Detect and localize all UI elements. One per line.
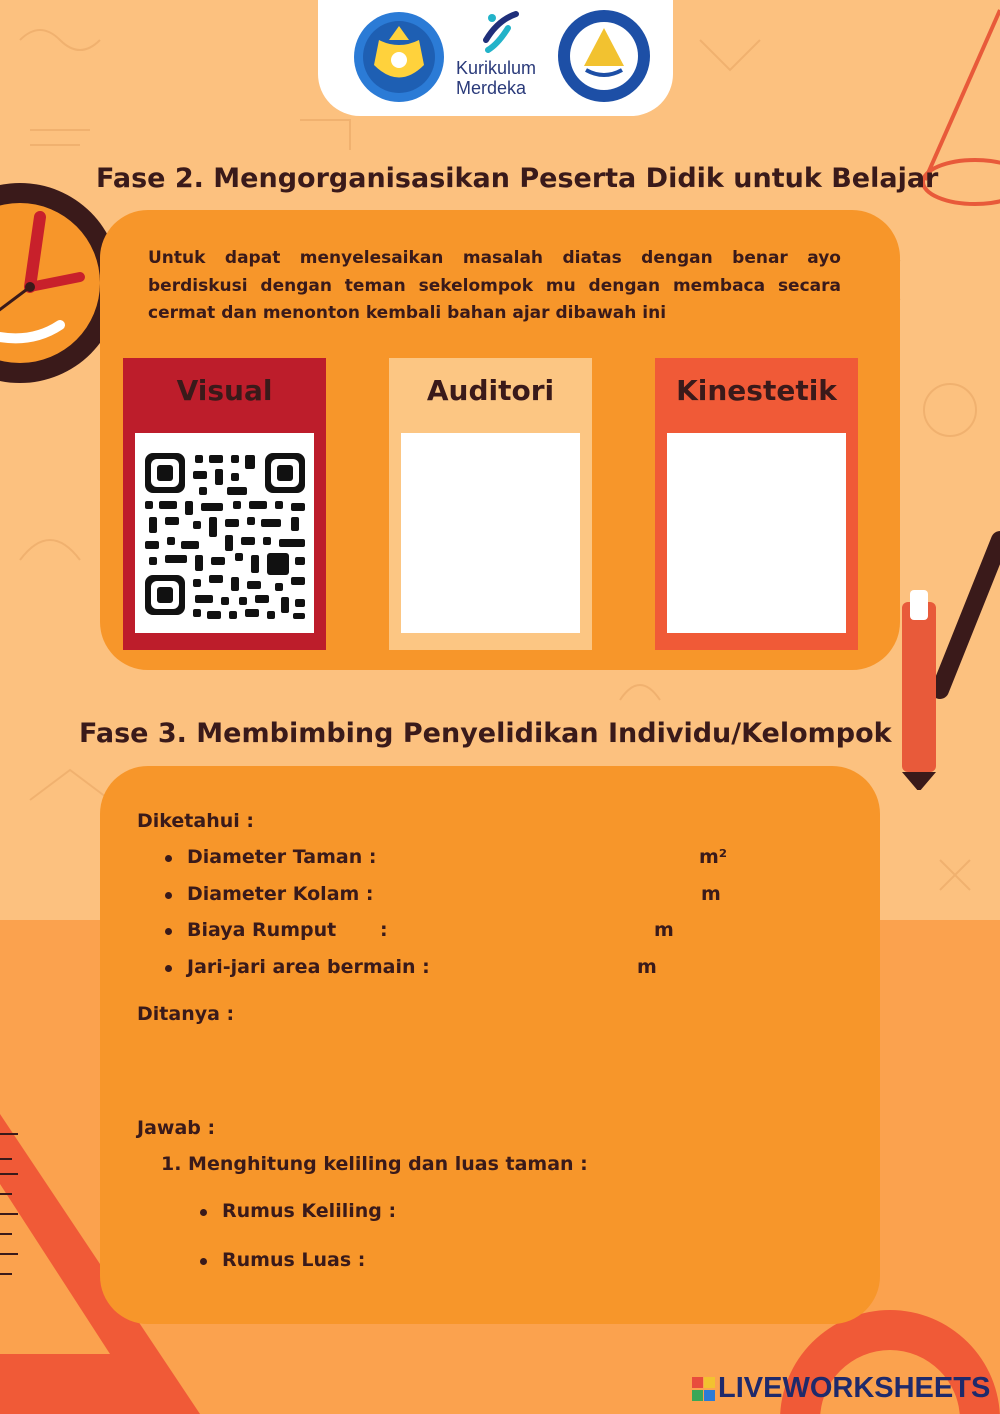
kurikulum-merdeka-logo: [456, 10, 546, 100]
kinestetik-content-box[interactable]: [667, 433, 846, 633]
card-title-auditori: Auditori: [426, 374, 555, 407]
unit-diameter-taman: m²: [699, 846, 728, 868]
card-auditori: [389, 358, 592, 650]
kurikulum-merdeka-icon: [482, 10, 522, 56]
logo-text-line2: Merdeka: [456, 78, 527, 98]
jawab-label: Jawab :: [137, 1117, 216, 1139]
qr-code-image: [135, 433, 314, 633]
qr-code-box[interactable]: [135, 433, 314, 633]
pen-decoration: [900, 530, 1000, 790]
card-kinestetik: [655, 358, 858, 650]
auditori-content-box[interactable]: [401, 433, 580, 633]
university-logo: [556, 8, 652, 104]
ditanya-label: Ditanya :: [137, 1003, 235, 1025]
rumus-keliling-label: Rumus Keliling :: [222, 1200, 397, 1222]
liveworksheets-logo-icon: [692, 1377, 716, 1403]
card-title-visual: Visual: [176, 374, 273, 407]
known-item-biaya-rumput: Biaya Rumput: [187, 919, 337, 941]
liveworksheets-brand[interactable]: LIVEWORKSHEETS: [718, 1372, 991, 1404]
known-item-diameter-taman: Diameter Taman :: [187, 846, 377, 868]
known-item-diameter-kolam: Diameter Kolam :: [187, 883, 374, 905]
biaya-rumput-colon: :: [380, 919, 388, 941]
card-title-kinestetik: Kinestetik: [676, 374, 837, 407]
unit-jari-jari: m: [637, 956, 657, 978]
logo-text-line1: Kurikulum: [456, 58, 537, 78]
fase3-title: Fase 3. Membimbing Penyelidikan Individu/Kelompok: [79, 718, 892, 749]
rumus-luas-label: Rumus Luas :: [222, 1249, 366, 1271]
fase2-intro-text: Untuk dapat menyelesaikan masalah diatas dengan benar ayo berdiskusi dengan teman sekelompok mu dengan membaca secara cermat dan menonton kembali bahan ajar dibawah ini: [148, 248, 841, 323]
known-item-jari-jari: Jari-jari area bermain :: [187, 956, 430, 978]
step-1-text: 1. Menghitung keliling dan luas taman :: [161, 1153, 588, 1175]
fase2-title: Fase 2. Mengorganisasikan Peserta Didik untuk Belajar: [96, 163, 939, 194]
diketahui-label: Diketahui :: [137, 810, 254, 832]
card-visual: [123, 358, 326, 650]
tut-wuri-handayani-logo: [352, 10, 446, 104]
unit-biaya-rumput: m: [654, 919, 674, 941]
unit-diameter-kolam: m: [701, 883, 721, 905]
